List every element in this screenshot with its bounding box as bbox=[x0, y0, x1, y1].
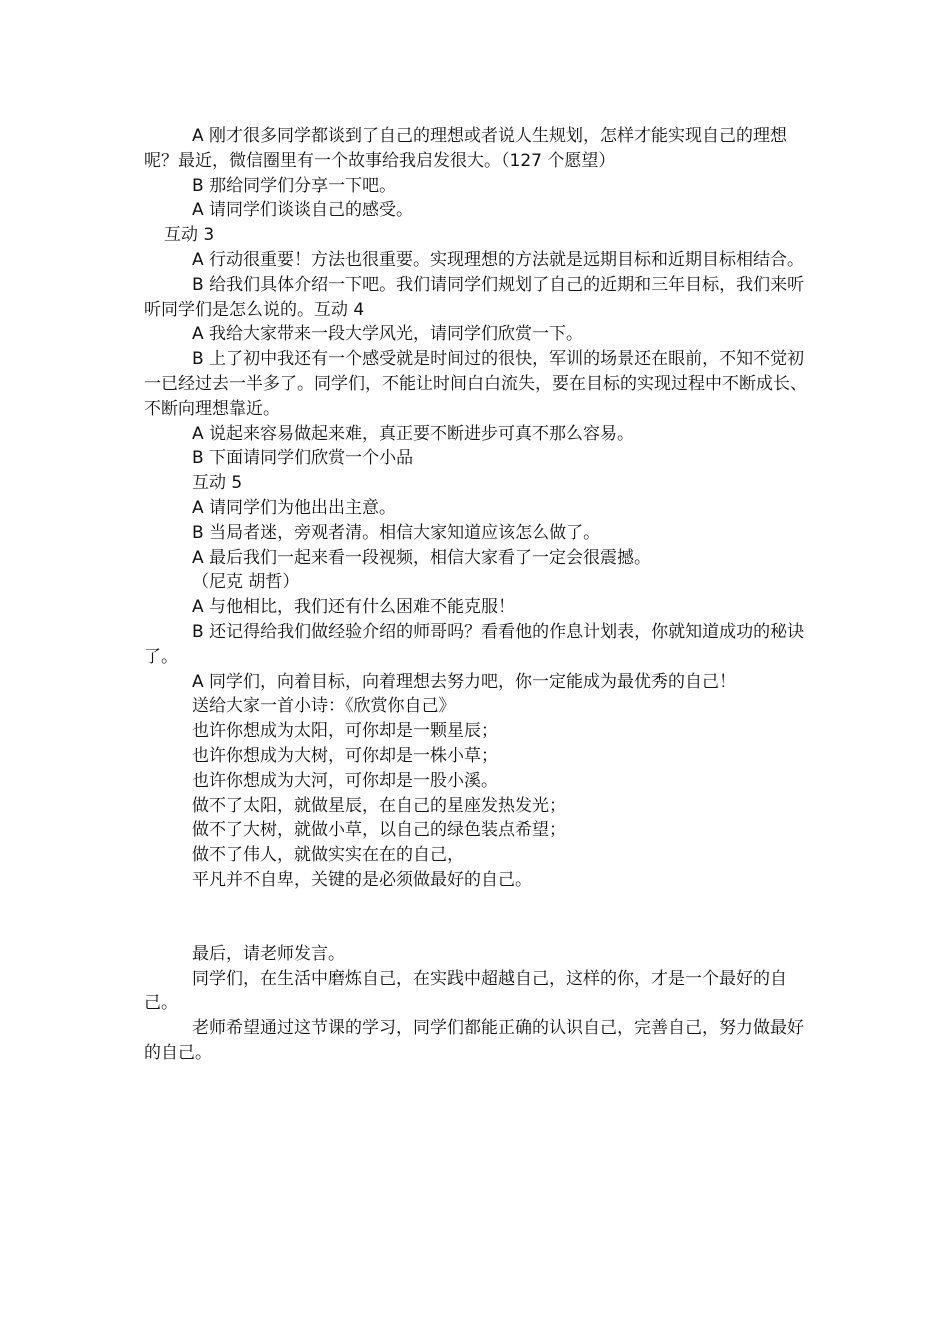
poem-line: 做不了太阳，就做星辰，在自己的星座发热发光； bbox=[192, 795, 566, 816]
paragraph-dialogue-a-advice: A 请同学们为他出出主意。 bbox=[192, 497, 397, 518]
paragraph-dialogue-a-progress: A 说起来容易做起来难，真正要不断进步可真不那么容易。 bbox=[192, 423, 635, 444]
paragraph-dialogue-a-overcome: A 与他相比，我们还有什么困难不能克服！ bbox=[192, 597, 516, 618]
poem-line: 做不了伟人，就做实实在在的自己， bbox=[192, 845, 464, 866]
paragraph-dialogue-b-share: B 那给同学们分享一下吧。 bbox=[192, 175, 397, 196]
poem-line: 做不了大树，就做小草，以自己的绿色装点希望； bbox=[192, 820, 566, 841]
paragraph-dialogue-a-ideal: A 刚才很多同学都谈到了自己的理想或者说人生规划，怎样才能实现自己的理想呢？最近，微信圈里有一个故事给我启发很大。（127 个愿望） bbox=[144, 126, 788, 171]
section-heading-interaction-3: 互动 3 bbox=[164, 225, 215, 246]
paragraph-dialogue-a-best-self: A 同学们，向着目标，向着理想去努力吧，你一定能成为最优秀的自己！ bbox=[192, 671, 737, 692]
poem-line: 平凡并不自卑，关键的是必须做最好的自己。 bbox=[192, 869, 532, 890]
paragraph-dialogue-a-university: A 我给大家带来一段大学风光，请同学们欣赏一下。 bbox=[192, 324, 584, 345]
poem-line: 也许你想成为太阳，可你却是一颗星辰； bbox=[192, 721, 498, 742]
paragraph-dialogue-a-method: A 行动很重要！方法也很重要。实现理想的方法就是远期目标和近期目标相结合。 bbox=[192, 249, 805, 270]
paragraph-video-name: （尼克 胡哲） bbox=[192, 572, 300, 593]
blank-spacer bbox=[144, 893, 808, 942]
poem-line: 也许你想成为大树，可你却是一株小草； bbox=[192, 745, 498, 766]
paragraph-teacher-invite: 最后，请老师发言。 bbox=[192, 943, 345, 964]
paragraph-closing-1: 同学们，在生活中磨炼自己，在实践中超越自己，这样的你，才是一个最好的自己。 bbox=[144, 968, 787, 1014]
paragraph-dialogue-b-senior: B 还记得给我们做经验介绍的师哥吗？看看他的作息计划表，你就知道成功的秘诀了。 bbox=[144, 621, 805, 667]
document-body bbox=[144, 124, 808, 1066]
paragraph-dialogue-a-feelings: A 请同学们谈谈自己的感受。 bbox=[192, 200, 414, 221]
poem-line: 也许你想成为大河，可你却是一股小溪。 bbox=[192, 770, 498, 791]
paragraph-closing-2: 老师希望通过这节课的学习，同学们都能正确的认识自己，完善自己，努力做最好的自己。 bbox=[144, 1018, 804, 1063]
paragraph-dialogue-a-video: A 最后我们一起来看一段视频，相信大家看了一定会很震撼。 bbox=[192, 547, 652, 568]
paragraph-dialogue-b-goals: B 给我们具体介绍一下吧。我们请同学们规划了自己的近期和三年目标，我们来听听同学们是怎么说的。互动 4 bbox=[144, 274, 805, 320]
paragraph-dialogue-b-sketch: B 下面请同学们欣赏一个小品 bbox=[192, 448, 414, 469]
paragraph-dialogue-b-time: B 上了初中我还有一个感受就是时间过的很快，军训的场景还在眼前，不知不觉初一已经过去一半多了。同学们，不能让时间白白流失，要在目标的实现过程中不断成长、不断向理想靠近。 bbox=[144, 349, 807, 419]
poem-intro: 送给大家一首小诗：《欣赏你自己》 bbox=[192, 696, 456, 717]
section-heading-interaction-5: 互动 5 bbox=[192, 473, 243, 494]
paragraph-dialogue-b-bystander: B 当局者迷，旁观者清。相信大家知道应该怎么做了。 bbox=[192, 522, 601, 543]
